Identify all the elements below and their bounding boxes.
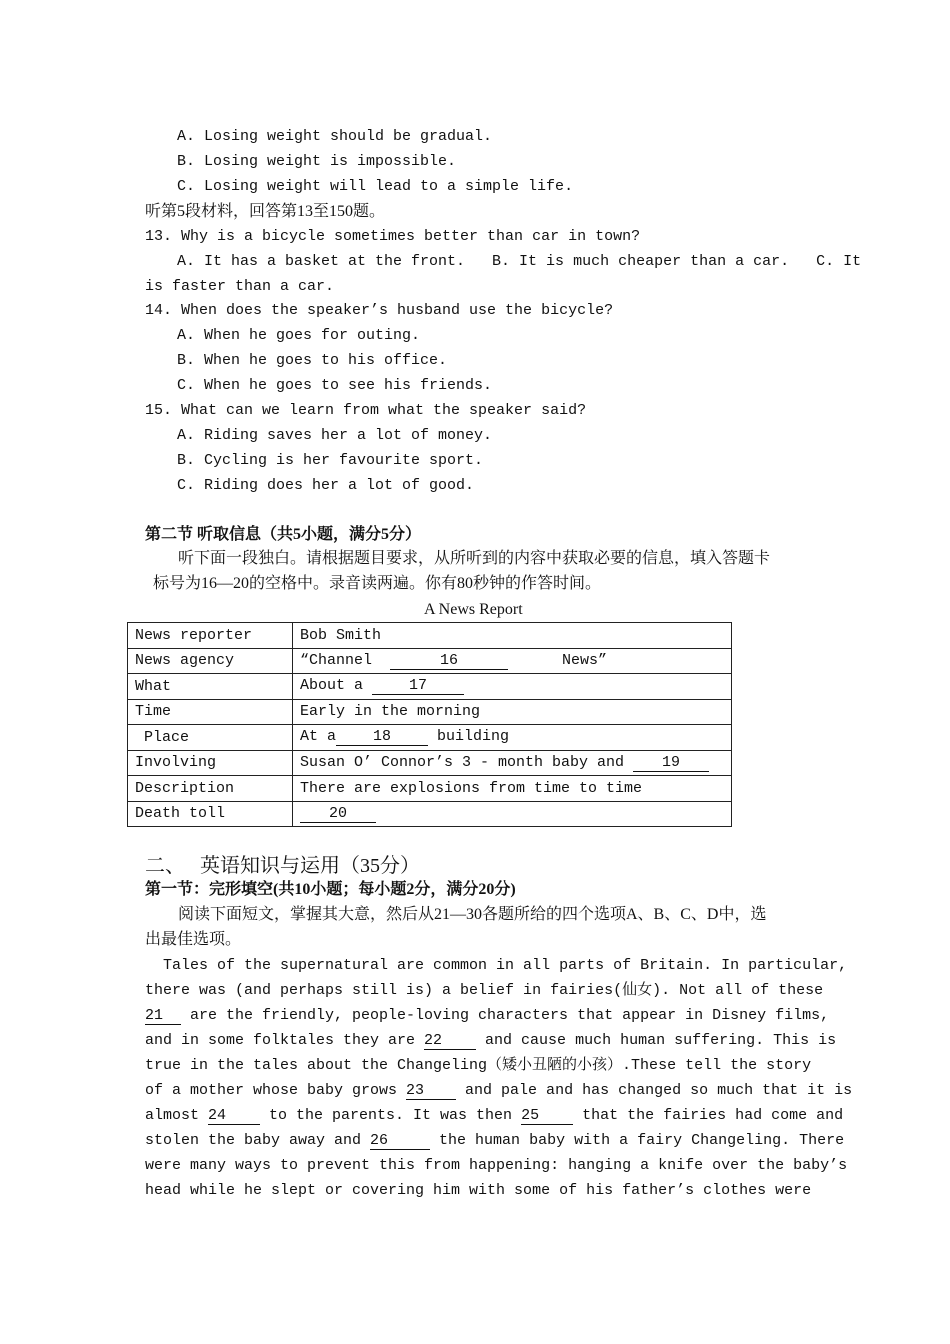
cloze-instruction-line1: 阅读下面短文，掌握其大意，然后从21—30各题所给的四个选项A、B、C、D中，选 <box>178 906 767 923</box>
row-label: News reporter <box>128 623 293 649</box>
q12-option-c: C. Losing weight will lead to a simple life. <box>177 178 574 195</box>
passage-text: that the fairies had come and <box>573 1107 844 1124</box>
row-label: Involving <box>128 750 293 776</box>
passage-line: were many ways to prevent this from happening: hanging a knife over the baby’s <box>145 1157 848 1174</box>
q14-option-c: C. When he goes to see his friends. <box>177 377 493 394</box>
passage-line <box>145 1006 830 1026</box>
cloze-blank-25: 25 <box>521 1107 573 1125</box>
value-text: At a <box>300 728 337 746</box>
answer-blank-19: 19 <box>633 754 709 772</box>
passage-line: head while he slept or covering him with some of his father’s clothes were <box>145 1182 812 1199</box>
passage-line <box>145 1081 853 1101</box>
value-text: building <box>428 728 510 746</box>
row-value <box>293 776 732 802</box>
passage5-instruction: 听第5段材料，回答第13至150题。 <box>145 203 386 220</box>
section2-instruction-line1: 听下面一段独白。请根据题目要求，从所听到的内容中获取必要的信息，填入答题卡 <box>178 550 771 567</box>
cloze-heading: 第一节：完形填空(共10小题；每小题2分，满分20分) <box>145 881 516 898</box>
passage-text: stolen the baby away and <box>145 1132 371 1149</box>
row-label: Place <box>128 725 293 751</box>
row-label: Death toll <box>128 801 293 827</box>
q13-options-line2: is faster than a car. <box>145 278 335 295</box>
passage-line <box>145 1131 845 1151</box>
passage-text: the human baby with a fairy Changeling. There <box>430 1132 845 1149</box>
news-report-table <box>127 622 732 827</box>
answer-blank-17: 17 <box>372 677 464 695</box>
row-value <box>293 623 732 649</box>
answer-blank-20: 20 <box>300 805 376 823</box>
q14-option-b: B. When he goes to his office. <box>177 352 448 369</box>
cloze-blank-23: 23 <box>406 1082 456 1100</box>
value-text: News” <box>508 651 608 669</box>
row-label: What <box>128 674 293 700</box>
passage-line <box>145 1106 844 1126</box>
q14-option-a: A. When he goes for outing. <box>177 327 421 344</box>
row-label: Time <box>128 699 293 725</box>
section2-instruction-line2: 标号为16—20的空格中。录音读两遍。你有80秒钟的作答时间。 <box>153 575 602 592</box>
section2-heading: 第二节 听取信息（共5小题，满分5分） <box>145 526 422 543</box>
passage-text: and cause much human suffering. This is <box>476 1032 837 1049</box>
value-text: About a <box>300 677 373 695</box>
table-title: A News Report <box>424 601 523 618</box>
table-row <box>128 623 732 649</box>
row-value <box>293 801 732 827</box>
value-text: Susan O’ Connor’s 3 - month baby and <box>300 753 634 771</box>
cloze-blank-22: 22 <box>424 1032 476 1050</box>
table-row <box>128 801 732 827</box>
answer-blank-18: 18 <box>336 728 428 746</box>
q15-option-b: B. Cycling is her favourite sport. <box>177 452 484 469</box>
table-row <box>128 750 732 776</box>
table-row <box>128 699 732 725</box>
part2-title: 二、 英语知识与运用（35分） <box>145 855 420 877</box>
q13-options-line1: A. It has a basket at the front. B. It is much cheaper than a car. C. It <box>177 253 862 270</box>
passage-text: to the parents. It was then <box>260 1107 522 1124</box>
cloze-blank-26: 26 <box>370 1132 430 1150</box>
cloze-blank-24: 24 <box>208 1107 260 1125</box>
passage-text: almost <box>145 1107 209 1124</box>
value-text: Early in the morning <box>300 703 481 721</box>
q15-option-c: C. Riding does her a lot of good. <box>177 477 475 494</box>
passage-line: there was (and perhaps still is) a belief in fairies(仙女). Not all of these <box>145 982 824 999</box>
passage-text: are the friendly, people-loving characters that appear in Disney films, <box>181 1007 830 1024</box>
table-row <box>128 725 732 751</box>
row-value <box>293 725 732 751</box>
row-value <box>293 699 732 725</box>
passage-line <box>145 1031 837 1051</box>
value-text: “Channel <box>300 651 391 669</box>
value-text: Bob Smith <box>300 626 382 644</box>
passage-text: and pale and has changed so much that it is <box>456 1082 853 1099</box>
row-label: News agency <box>128 648 293 674</box>
passage-line: Tales of the supernatural are common in all parts of Britain. In particular, <box>145 957 848 974</box>
cloze-instruction-line2: 出最佳选项。 <box>145 931 242 948</box>
q12-option-a: A. Losing weight should be gradual. <box>177 128 493 145</box>
q15-stem: 15. What can we learn from what the speaker said? <box>145 402 587 419</box>
q13-stem: 13. Why is a bicycle sometimes better than car in town? <box>145 228 641 245</box>
row-value <box>293 648 732 674</box>
row-label: Description <box>128 776 293 802</box>
value-text: There are explosions from time to time <box>300 779 643 797</box>
table-row <box>128 776 732 802</box>
q15-option-a: A. Riding saves her a lot of money. <box>177 427 493 444</box>
passage-text: of a mother whose baby grows <box>145 1082 407 1099</box>
row-value <box>293 674 732 700</box>
cloze-blank-21: 21 <box>145 1007 181 1025</box>
answer-blank-16: 16 <box>390 652 508 670</box>
table-row <box>128 648 732 674</box>
q12-option-b: B. Losing weight is impossible. <box>177 153 457 170</box>
row-value <box>293 750 732 776</box>
table-row <box>128 674 732 700</box>
q14-stem: 14. When does the speaker’s husband use the bicycle? <box>145 302 614 319</box>
passage-line: true in the tales about the Changeling（矮小丑陋的小孩）.These tell the story <box>145 1057 812 1074</box>
passage-text: and in some folktales they are <box>145 1032 425 1049</box>
